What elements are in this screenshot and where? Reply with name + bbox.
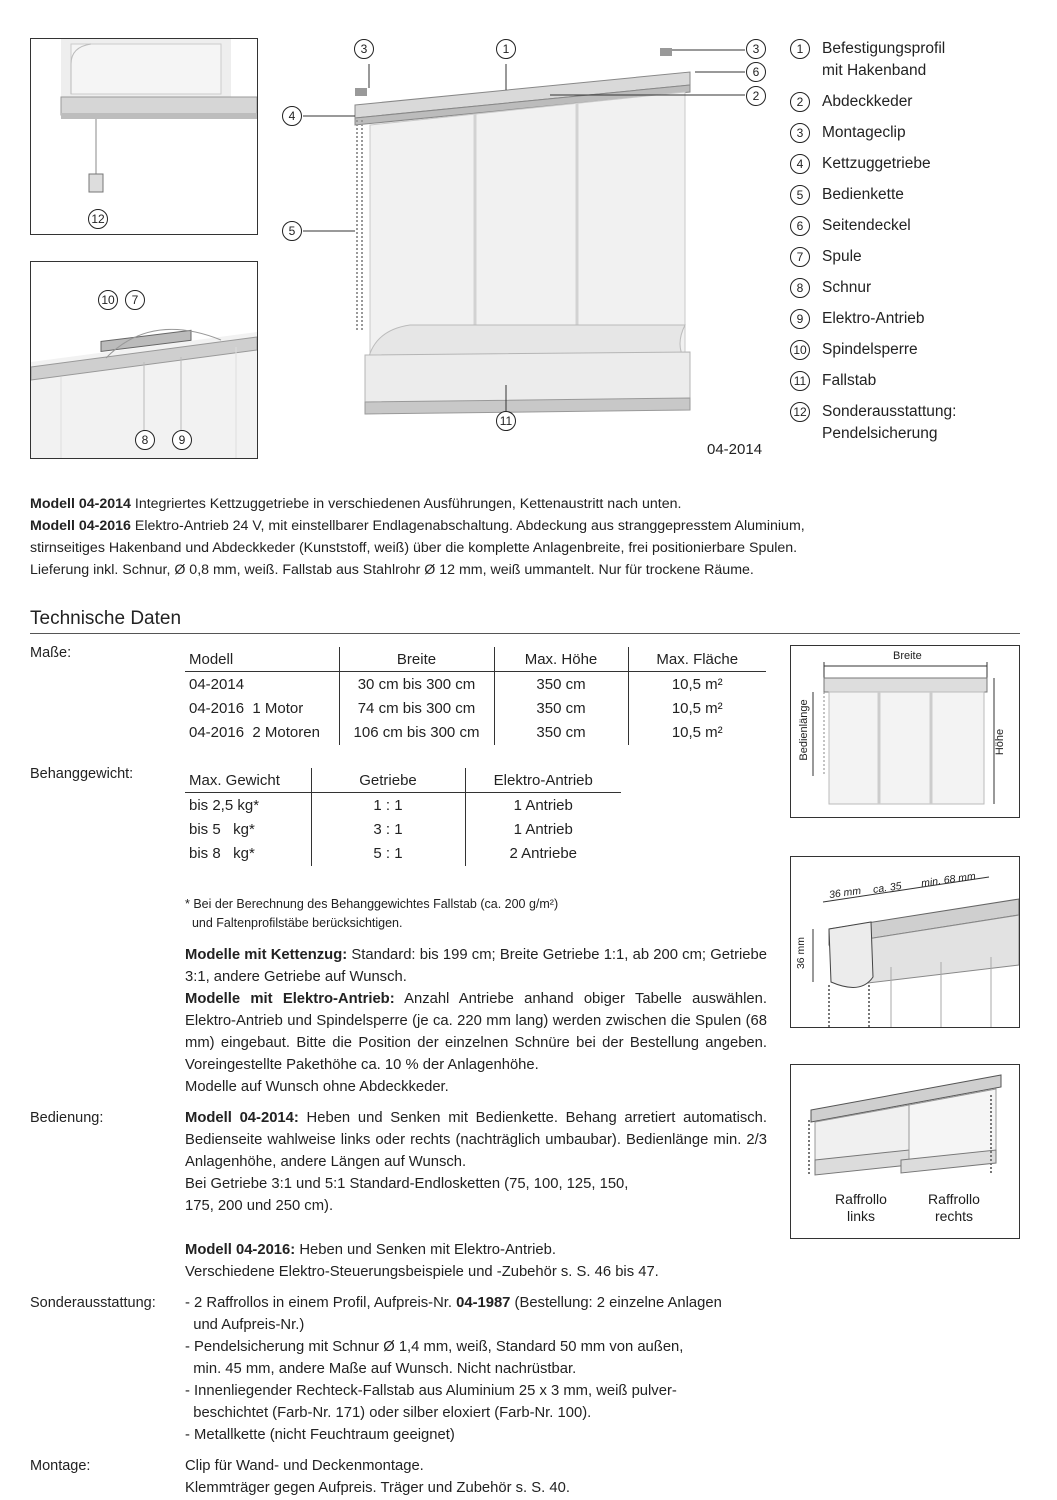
callout-11: 11 [496,411,516,431]
profile-detail-drawing [791,857,1019,1027]
legend-num: 11 [790,371,810,391]
bedienung-text-2: Modell 04-2016: Heben und Senken mit Elektro-Antrieb. Verschiedene Elektro-Steuerungsbeispiele und -Zubehör s. S. 46 bis 47. [185,1242,659,1280]
callout-5: 5 [282,221,302,241]
callout-9: 9 [172,430,192,450]
callout-3-right: 3 [746,39,766,59]
callout-10: 10 [98,290,118,310]
legend-num: 3 [790,123,810,143]
legend-num: 1 [790,39,810,59]
footnote: * Bei der Berechnung des Behanggewichtes Fallstab (ca. 200 g/m²) und Faltenprofilstäbe berücksichtigen. [185,897,559,930]
dimensions-drawing [791,646,1019,817]
elektro-text: Modelle mit Elektro-Antrieb: Anzahl Antriebe anhand obiger Tabelle auswählen. Elektro-Antrieb und Spindelsperre (je ca. 220 mm lang) werden zwischen die Spulen (68 mm) eingebaut. Bitte die Position der einzelnen Schnüre bei der Bestellung angeben. Voreingestellte Pakethöhe ca. 10 % der Anlagenhöhe. Modelle auf Wunsch ohne Abdeckkeder. [185,991,767,1095]
bedienung-text-1: Modell 04-2014: Heben und Senken mit Bedienkette. Behang arretiert automatisch. Bedienseite wahlweise links oder rechts (nachträglich umbaubar). Bedienlänge min. 2/3 Anlagenhöhe, andere Längen auf Wunsch. Bei Getriebe 3:1 und 5:1 Standard-Endlosketten (75, 100, 125, 150, 175, 200 und 250 cm). [185,1110,767,1214]
sonder-list: - 2 Raffrollos in einem Profil, Aufpreis-Nr. 04-1987 (Bestellung: 2 einzelne Anlagen und Aufpreis-Nr.) - Pendelsicherung mit Schnur Ø 1,4 mm, weiß, Standard 50 mm von außen, min. 45 mm, andere Maße auf Wunsch. Nicht nachrüstbar. - Innenliegender Rechteck-Fallstab aus Aluminium 25 x 3 mm, weiß pulver- beschichtet (Farb-Nr. 171) oder silber eloxiert (Farb-Nr. 100). - Metallkette (nicht Feuchtraum geeignet) [185,1295,722,1443]
legend-num: 7 [790,247,810,267]
kettenzug-text: Modelle mit Kettenzug: Standard: bis 199 cm; Breite Getriebe 1:1, ab 200 cm; Getriebe 3:1, andere Getriebe auf Wunsch. [185,947,767,985]
legend-num: 6 [790,216,810,236]
legend-label: Seitendeckel [822,217,911,234]
dim-min-68: min. 68 mm [920,870,977,890]
legend-label: Spule [822,248,862,265]
section-title: Technische Daten [30,608,182,629]
dim-ca-35: ca. 35 [872,880,903,896]
legend-num: 9 [790,309,810,329]
montage-text: Clip für Wand- und Deckenmontage. Klemmträger gegen Aufpreis. Träger und Zubehör s. S. 40. [185,1458,570,1496]
label-raffrollo-rechts: Raffrollo rechts [928,1191,980,1224]
detail-pendelsicherung [30,38,258,235]
legend-label: Abdeckkeder [822,93,913,110]
callout-1: 1 [496,39,516,59]
detail-elektro-antrieb-drawing [31,262,257,458]
legend-label: Sonderausstattung: Pendelsicherung [822,403,957,442]
two-blinds-drawing [791,1065,1019,1238]
legend-label: Befestigungsprofil mit Hakenband [822,40,946,79]
label-sonder: Sonderausstattung: [30,1295,156,1311]
table-header-row: Modell Breite Max. Höhe Max. Fläche [185,647,766,672]
legend-num: 12 [790,402,810,422]
legend-num: 2 [790,92,810,112]
diagram-dimensions [790,645,1020,818]
section-divider [30,633,1020,634]
dim-36mm-side: 36 mm [795,936,808,970]
detail-elektro-antrieb [30,261,258,459]
legend-num: 10 [790,340,810,360]
label-masse: Maße: [30,645,72,661]
callout-6: 6 [746,62,766,82]
detail-pendelsicherung-drawing [31,39,257,234]
table-row: 04-2014 30 cm bis 300 cm 350 cm 10,5 m² [185,672,766,697]
label-gewicht: Behanggewicht: [30,766,134,782]
legend-num: 8 [790,278,810,298]
legend-label: Montageclip [822,124,906,141]
legend-num: 5 [790,185,810,205]
legend-label: Kettzuggetriebe [822,155,931,172]
callout-2: 2 [746,86,766,106]
diagram-two-blinds [790,1064,1020,1239]
dim-breite: Breite [893,650,922,662]
table-row: 04-2016 2 Motoren 106 cm bis 300 cm 350 cm 10,5 m² [185,721,766,746]
dim-bedienlaenge: Bedienlänge [798,699,810,761]
callout-8: 8 [135,430,155,450]
table-row: 04-2016 1 Motor 74 cm bis 300 cm 350 cm 10,5 m² [185,696,766,721]
callout-7: 7 [125,290,145,310]
callout-12: 12 [88,209,108,229]
table-row: bis 2,5 kg* 1 : 1 1 Antrieb [185,793,621,818]
legend-label: Fallstab [822,372,877,389]
table-row: bis 8 kg* 5 : 1 2 Antriebe [185,842,621,867]
gewicht-table [185,768,621,866]
table-row: bis 5 kg* 3 : 1 1 Antrieb [185,817,621,842]
legend-num: 4 [790,154,810,174]
legend-label: Elektro-Antrieb [822,310,925,327]
callout-4: 4 [282,106,302,126]
table-header-row: Max. Gewicht Getriebe Elektro-Antrieb [185,768,621,793]
dim-36mm-top: 36 mm [828,884,862,902]
raffrollo-main-drawing [280,30,780,430]
label-bedienung: Bedienung: [30,1110,104,1126]
label-raffrollo-links: Raffrollo links [835,1191,887,1224]
legend-label: Bedienkette [822,186,904,203]
figure-model-label: 04-2014 [707,441,763,458]
intro-text: Modell 04-2014 Integriertes Kettzuggetriebe in verschiedenen Ausführungen, Kettenaustritt nach unten. Modell 04-2016 Elektro-Antrieb 24 V, mit einstellbarer Endlagenabschaltung. Abdeckung aus stranggepresstem Aluminium, stirnseitiges Hakenband und Abdeckkeder (Kunststoff, weiß) über die komplette Anlagenbreite, frei positionierbare Spulen. Lieferung inkl. Schnur, Ø 0,8 mm, weiß. Fallstab aus Stahlrohr Ø 12 mm, weiß ummantelt. Nur für trockene Räume. [30,496,805,578]
dim-hoehe: Höhe [994,728,1007,756]
label-montage: Montage: [30,1458,91,1474]
legend-label: Schnur [822,279,872,296]
masse-table [185,647,766,745]
callout-3-left: 3 [354,39,374,59]
diagram-profile-detail [790,856,1020,1028]
legend-label: Spindelsperre [822,341,918,358]
